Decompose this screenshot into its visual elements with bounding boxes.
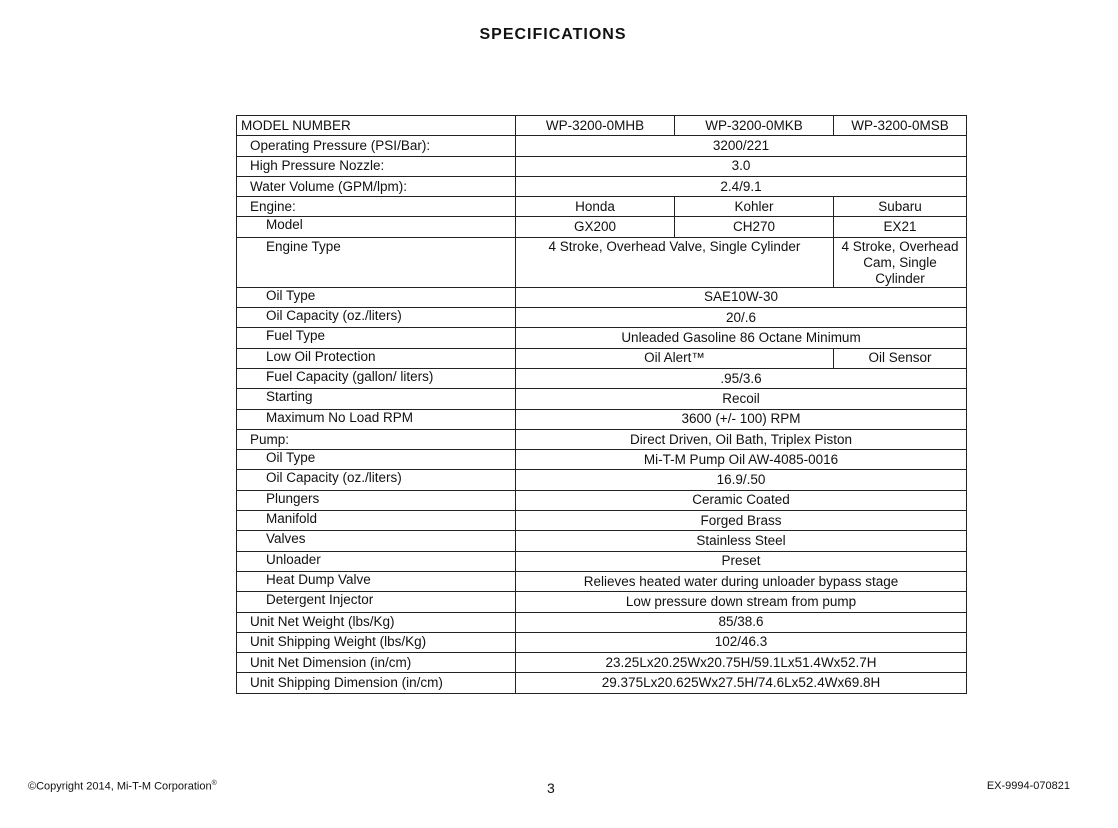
table-row [237,511,967,531]
table-row [237,136,967,156]
row-value: Relieves heated water during unloader bypass stage [516,571,967,591]
header-model-mhb: WP-3200-0MHB [516,116,675,136]
table-row [237,287,967,307]
page-number: 3 [547,780,555,796]
table-row [237,470,967,490]
registered-mark: ® [211,780,217,787]
table-row [237,348,967,368]
specifications-table [236,115,967,694]
row-label: Oil Type [237,450,516,470]
page-title: SPECIFICATIONS [479,26,627,43]
copyright-text: ©Copyright 2014, Mi-T-M Corporation [28,780,212,793]
row-value: Oil Sensor [834,348,967,368]
table-row [237,450,967,470]
row-value: 3600 (+/- 100) RPM [516,409,967,429]
table-row [237,571,967,591]
row-value: 20/.6 [516,308,967,328]
table-row [237,368,967,388]
row-value: 16.9/.50 [516,470,967,490]
table-row [237,531,967,551]
header-model-msb: WP-3200-0MSB [834,116,967,136]
row-value: EX21 [834,217,967,237]
table-row [237,673,967,693]
row-label: Oil Type [237,287,516,307]
row-value: Low pressure down stream from pump [516,592,967,612]
document-code: EX-9994-070821 [986,780,1070,792]
table-row [237,389,967,409]
row-value: Subaru [834,197,967,217]
row-value: 3200/221 [516,136,967,156]
row-value: SAE10W-30 [516,287,967,307]
row-value: CH270 [675,217,834,237]
table-header-row [237,116,967,136]
row-value: Preset [516,551,967,571]
row-value: Recoil [516,389,967,409]
row-label: Detergent Injector [237,592,516,612]
row-value: GX200 [516,217,675,237]
row-label: Model [237,217,516,237]
table-row [237,592,967,612]
table-row [237,217,967,237]
table-row [237,409,967,429]
row-value: 102/46.3 [516,632,967,652]
table-row [237,308,967,328]
row-label: Fuel Capacity (gallon/ liters) [237,368,516,388]
row-value: 23.25Lx20.25Wx20.75H/59.1Lx51.4Wx52.7H [516,653,967,673]
row-value: 4 Stroke, Overhead Valve, Single Cylinder [516,237,834,287]
row-value: Stainless Steel [516,531,967,551]
table-row [237,632,967,652]
row-value: 85/38.6 [516,612,967,632]
header-model-number: MODEL NUMBER [237,116,516,136]
footer-copyright [28,780,217,793]
row-label: Low Oil Protection [237,348,516,368]
table-row [237,551,967,571]
table-row [237,612,967,632]
table-row [237,653,967,673]
row-label: Fuel Type [237,328,516,348]
table-row [237,237,967,287]
header-model-mkb: WP-3200-0MKB [675,116,834,136]
row-label: Unit Net Weight (lbs/Kg) [237,612,516,632]
row-label: Unloader [237,551,516,571]
row-value: .95/3.6 [516,368,967,388]
row-value: Oil Alert™ [516,348,834,368]
table-row [237,197,967,217]
table-row [237,429,967,449]
row-label: Plungers [237,490,516,510]
row-value: Unleaded Gasoline 86 Octane Minimum [516,328,967,348]
row-value: Forged Brass [516,511,967,531]
row-value: Kohler [675,197,834,217]
row-value: Honda [516,197,675,217]
row-label: Starting [237,389,516,409]
row-label: Engine Type [237,237,516,287]
row-label: Oil Capacity (oz./liters) [237,470,516,490]
row-label: Oil Capacity (oz./liters) [237,308,516,328]
row-label: Heat Dump Valve [237,571,516,591]
table-row [237,490,967,510]
table-row [237,176,967,196]
row-label: Maximum No Load RPM [237,409,516,429]
row-label: Unit Shipping Weight (lbs/Kg) [237,632,516,652]
row-label: Engine: [237,197,516,217]
row-label: Valves [237,531,516,551]
row-value: 29.375Lx20.625Wx27.5H/74.6Lx52.4Wx69.8H [516,673,967,693]
row-label: Unit Net Dimension (in/cm) [237,653,516,673]
row-value: Direct Driven, Oil Bath, Triplex Piston [516,429,967,449]
row-label: High Pressure Nozzle: [237,156,516,176]
row-value: Ceramic Coated [516,490,967,510]
row-label: Pump: [237,429,516,449]
row-value: 2.4/9.1 [516,176,967,196]
row-value: 4 Stroke, Overhead Cam, Single Cylinder [834,237,967,287]
row-label: Unit Shipping Dimension (in/cm) [237,673,516,693]
row-label: Operating Pressure (PSI/Bar): [237,136,516,156]
table-row [237,328,967,348]
row-value: Mi-T-M Pump Oil AW-4085-0016 [516,450,967,470]
table-row [237,156,967,176]
row-label: Manifold [237,511,516,531]
row-value: 3.0 [516,156,967,176]
row-label: Water Volume (GPM/lpm): [237,176,516,196]
